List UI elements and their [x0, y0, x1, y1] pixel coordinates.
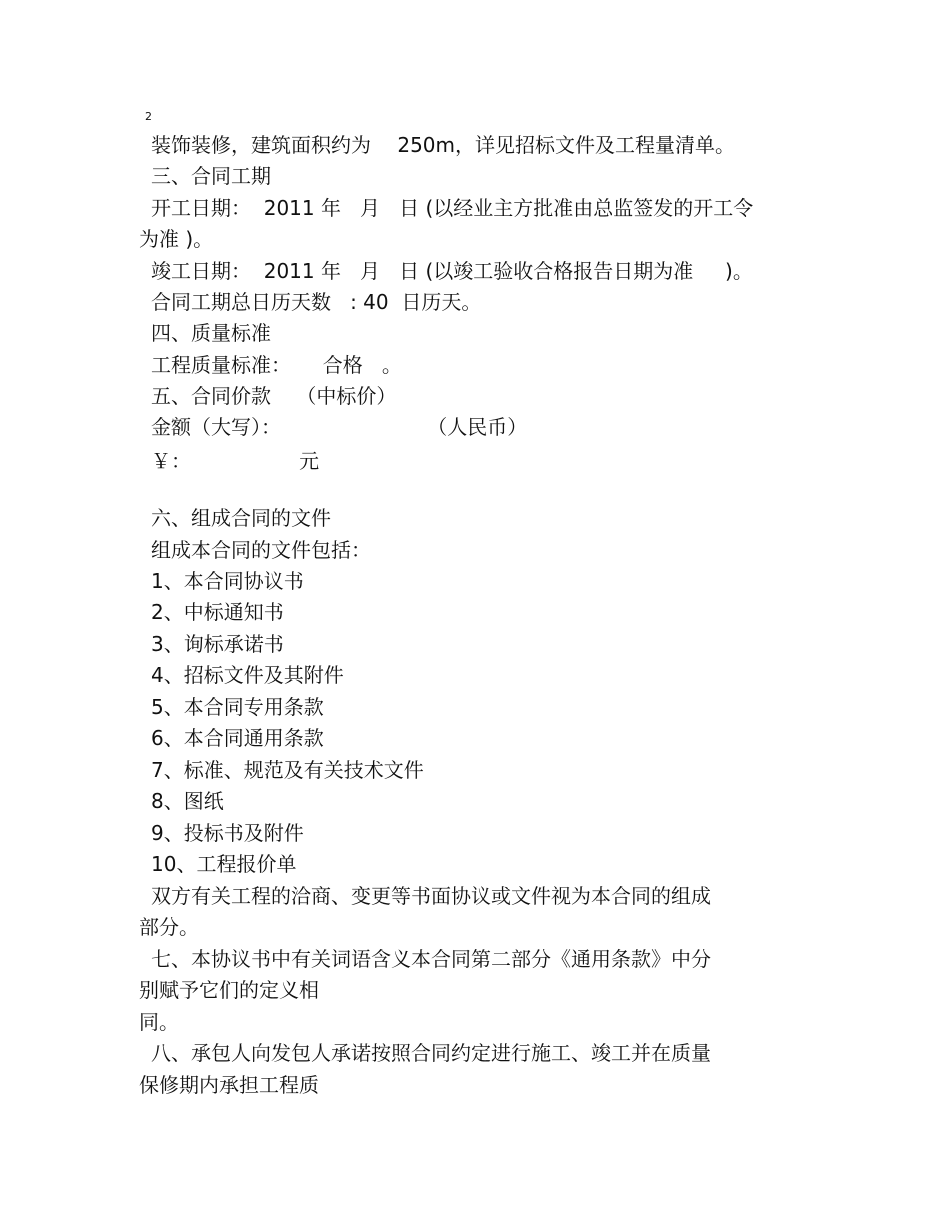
text-line: 部分。 [139, 915, 199, 939]
text-line: 装饰装修，建筑面积约为 250m，详见招标文件及工程量清单。 [151, 133, 736, 157]
text-line: 保修期内承担工程质 [139, 1073, 319, 1097]
text-line: 工程质量标准： 合格 。 [151, 353, 402, 377]
text-line: 双方有关工程的洽商、变更等书面协议或文件视为本合同的组成 [151, 884, 711, 908]
list-item: 5、本合同专用条款 [151, 695, 324, 719]
text-line: 同。 [139, 1010, 179, 1034]
list-item: 10、工程报价单 [151, 852, 297, 876]
text-line: ￥： 元 [151, 449, 320, 473]
list-item: 1、本合同协议书 [151, 569, 304, 593]
text-line: 金额（大写）： （人民币） [151, 415, 528, 439]
list-item: 8、图纸 [151, 789, 224, 813]
section-heading: 四、质量标准 [151, 321, 271, 345]
list-item: 2、中标通知书 [151, 600, 284, 624]
section-heading: 五、合同价款 （中标价） [151, 384, 397, 408]
list-item: 7、标准、规范及有关技术文件 [151, 758, 424, 782]
text-line: 别赋予它们的定义相 [139, 978, 319, 1002]
text-line: 合同工期总日历天数 : 40 日历天。 [151, 290, 482, 314]
list-item: 4、招标文件及其附件 [151, 663, 344, 687]
page-number: 2 [145, 110, 152, 123]
section-heading: 六、组成合同的文件 [151, 506, 331, 530]
text-line: 组成本合同的文件包括： [151, 538, 371, 562]
section-heading: 八、承包人向发包人承诺按照合同约定进行施工、竣工并在质量 [151, 1041, 711, 1065]
text-line: 竣工日期： 2011 年 月 日 (以竣工验收合格报告日期为准 )。 [151, 259, 753, 283]
section-heading: 三、合同工期 [151, 164, 271, 188]
list-item: 6、本合同通用条款 [151, 726, 324, 750]
list-item: 9、投标书及附件 [151, 821, 304, 845]
list-item: 3、询标承诺书 [151, 632, 284, 656]
text-line: 开工日期： 2011 年 月 日 (以经业主方批准由总监签发的开工令 [151, 196, 754, 220]
section-heading: 七、本协议书中有关词语含义本合同第二部分《通用条款》中分 [151, 947, 711, 971]
text-line: 为准 )。 [139, 227, 214, 251]
